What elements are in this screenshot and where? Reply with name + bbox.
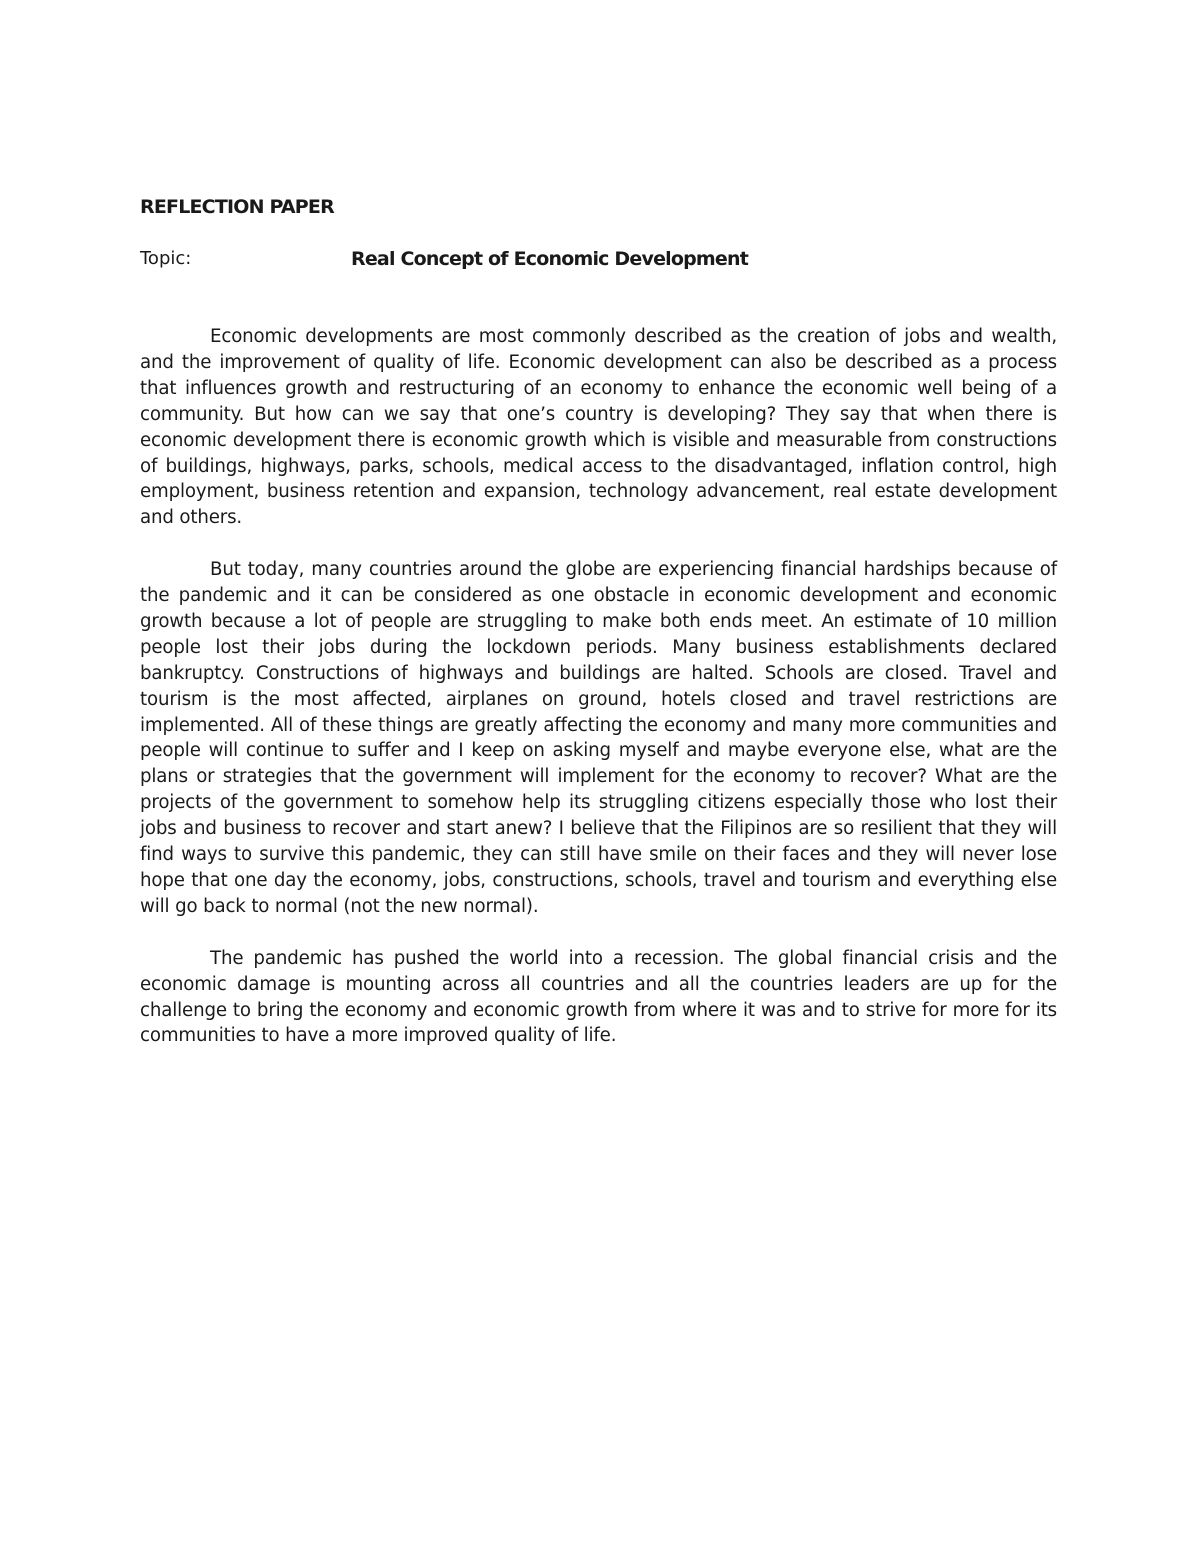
topic-title: Real Concept of Economic Development (351, 248, 749, 270)
topic-label: Topic: (140, 248, 192, 269)
document-title: REFLECTION PAPER (140, 196, 334, 218)
paragraph-3: The pandemic has pushed the world into a recession. The global financial crisis and the economic damage is mounting across all countries and all the countries leaders are up for the challenge to bring the economy and economic growth from where it was and to strive for more for its communities to have a more improved quality of life. (140, 947, 1057, 1047)
topic-row (140, 248, 1060, 274)
paragraph-1: Economic developments are most commonly described as the creation of jobs and wealth, and the improvement of quality of life. Economic development can also be described as a process that influences growth and restructuring of an economy to enhance the economic well being of a community. But how can we say that one’s country is developing? They say that when there is economic development there is economic growth which is visible and measurable from constructions of buildings, highways, parks, schools, medical access to the disadvantaged, inflation control, high employment, business retention and expansion, technology advancement, real estate development and others. (140, 326, 1057, 529)
document-body (140, 324, 1057, 1075)
paragraph-2: But today, many countries around the globe are experiencing financial hardships because of the pandemic and it can be considered as one obstacle in economic development and economic growth because a lot of people are struggling to make both ends meet. An estimate of 10 million people lost their jobs during the lockdown periods. Many business establishments declared bankruptcy. Constructions of highways and buildings are halted. Schools are closed. Travel and tourism is the most affected, airplanes on ground, hotels closed and travel restrictions are implemented. All of these things are greatly affecting the economy and many more communities and people will continue to suffer and I keep on asking myself and maybe everyone else, what are the plans or strategies that the government will implement for the economy to recover? What are the projects of the government to somehow help its struggling citizens especially those who lost their jobs and business to recover and start anew? I believe that the Filipinos are so resilient that they will find ways to survive this pandemic, they can still have smile on their faces and they will never lose hope that one day the economy, jobs, constructions, schools, travel and tourism and everything else will go back to normal (not the new normal). (140, 559, 1057, 917)
